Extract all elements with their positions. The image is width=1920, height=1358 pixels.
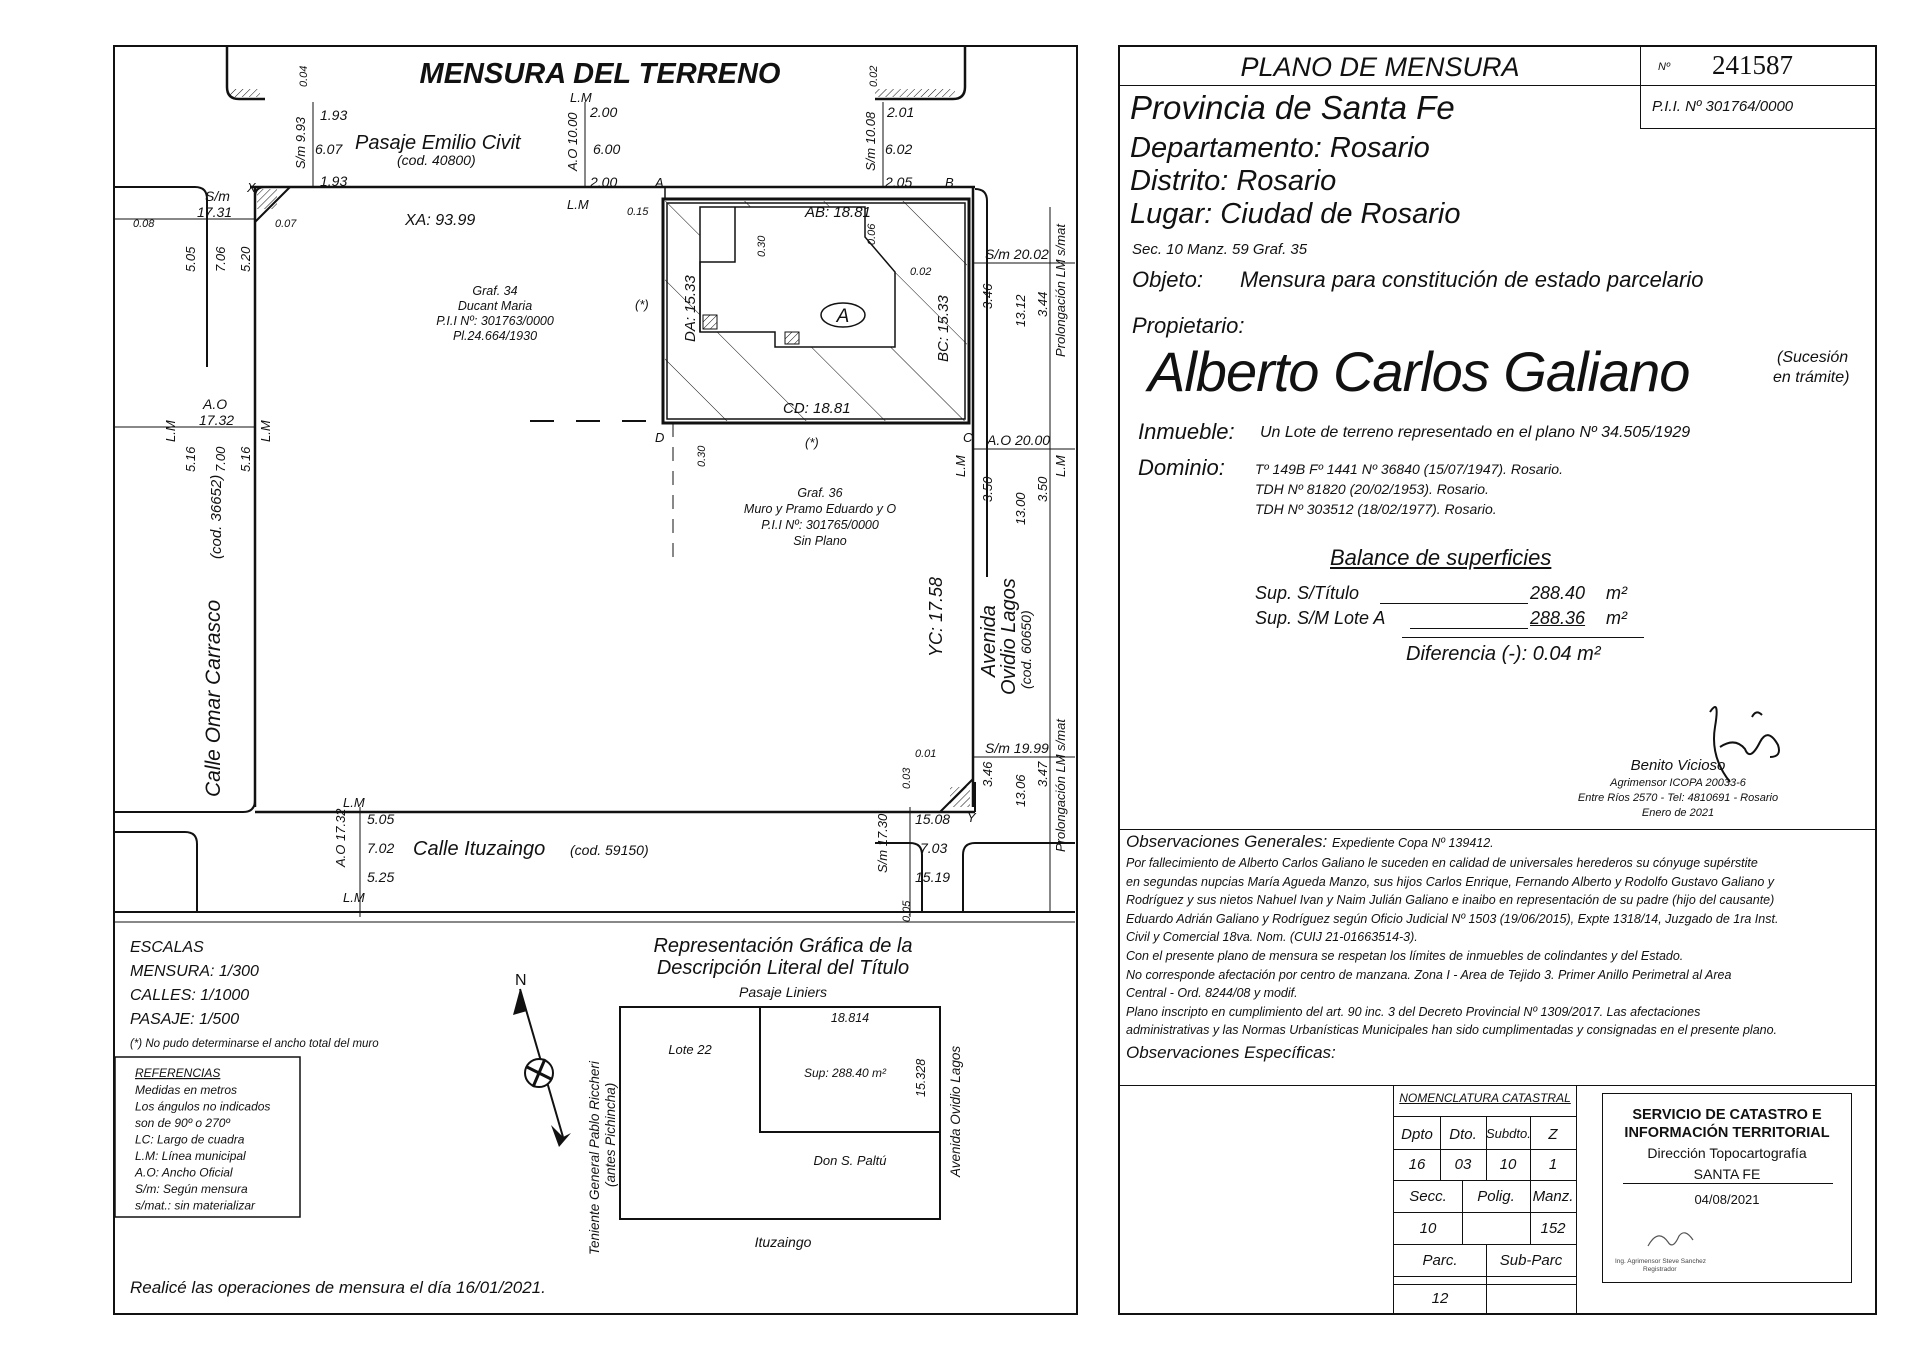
owner-note-1: (Sucesión <box>1777 349 1849 366</box>
graf36-label <box>744 486 896 548</box>
graf34-label <box>436 284 554 343</box>
street-top-code: (cod. 40800) <box>397 152 476 168</box>
north-arrow <box>513 972 571 1147</box>
asterisk-bottom: (*) <box>805 435 819 450</box>
diferencia: Diferencia (-): 0.04 m² <box>1406 643 1601 665</box>
bot-5-05: 5.05 <box>367 811 395 827</box>
right-13-06: 13.06 <box>1013 774 1028 807</box>
graf34-line1: Graf. 34 <box>472 284 518 298</box>
scales-mensura: MENSURA: 1/300 <box>130 963 259 980</box>
bot-lm-1: L.M <box>343 795 365 810</box>
surveyor-name: Benito Vicioso <box>1630 757 1726 774</box>
surveyor-address: Entre Ríos 2570 - Tel: 4810691 - Rosario <box>1577 792 1779 804</box>
pii-number: P.I.I. Nº 301764/0000 <box>1652 98 1794 115</box>
nom-h-dto: Dto. <box>1449 1126 1477 1143</box>
top-2-00b: 2.00 <box>590 174 618 190</box>
vertex-d: D <box>655 430 665 445</box>
graf36-line1: Graf. 36 <box>797 486 843 500</box>
block-corner-bottom-left <box>115 800 255 812</box>
catastro-place: SANTA FE <box>1693 1166 1761 1182</box>
top-6-07: 6.07 <box>315 141 343 157</box>
dominio-2: TDH Nº 81820 (20/02/1953). Rosario. <box>1255 481 1489 497</box>
seccion: Sec. 10 Manz. 59 Graf. 35 <box>1132 241 1308 258</box>
obs-expediente: Expediente Copa Nº 139412. <box>1332 836 1494 850</box>
rep-width: 18.814 <box>830 1011 870 1025</box>
street-left-code: (cod. 36652) <box>208 474 225 559</box>
owner-name: Alberto Carlos Galiano <box>1148 340 1690 403</box>
nom-v-z: 1 <box>1548 1156 1558 1173</box>
block-bottom-right-corner <box>963 843 1075 912</box>
title-row-divider <box>1120 85 1640 86</box>
block-outline <box>115 187 207 367</box>
reference-line: son de 90º o 270º <box>135 1116 230 1130</box>
corner-mark-2 <box>785 332 799 344</box>
catastro-date: 04/08/2021 <box>1694 1192 1760 1207</box>
measure-yc: YC: 17.58 <box>926 576 946 657</box>
graf34-line4: Pl.24.664/1930 <box>452 329 538 343</box>
asterisk-left: (*) <box>635 297 649 312</box>
right-lm-2: L.M <box>1053 455 1068 477</box>
obs-line: Rodríguez y sus nietos Nahuel Ivan y Naim Julián Galiano e inaibo en representación de su padre (hijo del causante) <box>1126 893 1775 908</box>
obs-line: Por fallecimiento de Alberto Carlos Galiano le suceden en calidad de universales herederos su cónyuge supérstite <box>1126 856 1758 870</box>
measure-xa: XA: 93.99 <box>405 212 476 229</box>
nom-h-subdto: Subdto. <box>1486 1126 1531 1141</box>
scales-pasaje: PASAJE: 1/500 <box>130 1011 240 1028</box>
top-lm-2: L.M <box>567 197 589 212</box>
obs-line: Civil y Comercial 18va. Nom. (CUIJ 21-01663514-3). <box>1126 930 1418 945</box>
top-2-05: 2.05 <box>885 174 913 190</box>
top-1-93a: 1.93 <box>320 107 348 123</box>
obs-line: Central - Ord. 8244/08 y modif. <box>1126 986 1298 1001</box>
vertex-x: X <box>247 180 256 195</box>
small-0-08: 0.08 <box>133 218 155 230</box>
top-lm-1: L.M <box>570 90 592 105</box>
small-0-05: 0.05 <box>901 900 913 922</box>
vertex-b: B <box>945 175 954 190</box>
street-top: Pasaje Emilio Civit <box>355 132 521 154</box>
bot-7-03: 7.03 <box>920 840 948 856</box>
nom-v-dpto: 16 <box>1408 1156 1426 1173</box>
sup-mensura-label: Sup. S/M Lote A <box>1255 608 1386 628</box>
reference-line: Medidas en metros <box>135 1083 238 1097</box>
hatch-chamfer-tl <box>257 189 277 209</box>
rep-top-street: Pasaje Liniers <box>739 984 827 1000</box>
registrar-signature <box>1643 1224 1703 1254</box>
survey-drawing <box>115 47 1075 1312</box>
inmueble-label: Inmueble: <box>1138 419 1235 444</box>
small-0-06: 0.06 <box>866 223 878 245</box>
rep-left-street1: Teniente General Pablo Riccheri <box>587 1061 602 1255</box>
nom-v-secc: 10 <box>1419 1220 1437 1237</box>
reference-line: L.M: Línea municipal <box>135 1149 246 1163</box>
hatch-top-left <box>230 89 260 97</box>
sup-mensura-value: 288.36 <box>1530 608 1586 628</box>
measure-da: DA: 15.33 <box>682 275 699 342</box>
reference-line: Los ángulos no indicados <box>135 1099 271 1114</box>
rep-lote22: Lote 22 <box>668 1042 712 1057</box>
small-0-01: 0.01 <box>915 748 937 760</box>
small-0-02: 0.02 <box>868 65 880 87</box>
catastro-sig-note1: Ing. Agrimensor Steve Sanchez <box>1615 1258 1707 1265</box>
street-bottom-code: (cod. 59150) <box>570 842 649 858</box>
rep-title2: Descripción Literal del Título <box>656 957 910 979</box>
rep-left-street2: (antes Pichincha) <box>603 1082 618 1187</box>
obs-line: Eduardo Adrián Galiano y Rodríguez según Oficio Judicial Nº 1503 (19/06/2015), Expte 1318/14, Juzgado de 1ra Inst. <box>1126 911 1779 926</box>
references-lines <box>134 1083 270 1213</box>
right-3-50b: 3.50 <box>1035 476 1050 502</box>
nom-h-polig: Polig. <box>1477 1188 1515 1205</box>
observaciones <box>1126 831 1874 1064</box>
obs-line: Con el presente plano de mensura se respetan los límites de inmuebles de colindantes y del Estado. <box>1126 948 1684 963</box>
operations-statement: Realicé las operaciones de mensura el día 16/01/2021. <box>130 1278 546 1297</box>
obs-especificas: Observaciones Específicas: <box>1126 1042 1336 1062</box>
dominio-label: Dominio: <box>1138 455 1225 480</box>
graf36-line4: Sin Plano <box>793 534 847 548</box>
rep-right-street: Avenida Ovidio Lagos <box>948 1045 963 1177</box>
survey-plan-sheet <box>113 45 1078 1315</box>
left-lm-1: L.M <box>163 420 178 442</box>
bot-15-19: 15.19 <box>915 869 951 885</box>
hatch-chamfer-br <box>950 787 970 807</box>
small-0-15: 0.15 <box>627 206 649 218</box>
number-label: Nº <box>1658 61 1670 73</box>
balance-title: Balance de superficies <box>1330 545 1552 570</box>
surveyor-title: Agrimensor ICOPA 20033-6 <box>1610 777 1746 789</box>
catastro-line1: SERVICIO DE CATASTRO E <box>1632 1107 1822 1123</box>
dominio-1: Tº 149B Fº 1441 Nº 36840 (15/07/1947). Rosario. <box>1255 461 1563 477</box>
left-5-16a: 5.16 <box>183 446 198 472</box>
nom-h-dpto: Dpto <box>1401 1126 1433 1143</box>
left-5-20: 5.20 <box>238 246 253 272</box>
lugar: Lugar: Ciudad de Rosario <box>1130 198 1461 230</box>
owner-note-2: en trámite) <box>1773 369 1850 386</box>
small-0-02b: 0.02 <box>910 266 932 278</box>
graf34-line3: P.I.I Nº: 301763/0000 <box>436 314 554 328</box>
obs-line: Plano inscripto en cumplimiento del art. 90 inc. 3 del Decreto Provincial Nº 1309/2017. Las afectaciones <box>1126 1004 1701 1019</box>
prolongacion-top: Prolongación LM s/mat <box>1053 224 1068 357</box>
right-13-12: 13.12 <box>1013 294 1028 327</box>
nom-h-z: Z <box>1548 1126 1558 1143</box>
measure-cd: CD: 18.81 <box>783 400 851 417</box>
prolongacion-bottom: Prolongación LM s/mat <box>1053 719 1068 852</box>
left-7-06: 7.06 <box>213 246 228 272</box>
departamento: Departamento: Rosario <box>1130 132 1430 164</box>
right-ao-20-00: A.O 20.00 <box>987 432 1051 448</box>
bot-5-25: 5.25 <box>367 869 395 885</box>
small-0-30a: 0.30 <box>756 235 768 257</box>
north-label: N <box>515 972 527 989</box>
graf34-line2: Ducant Maria <box>457 299 533 313</box>
sup-titulo-leader <box>1380 603 1528 604</box>
right-sm-20-02: S/m 20.02 <box>985 246 1049 262</box>
top-sm-10-08: S/m 10.08 <box>863 111 878 171</box>
bot-15-08: 15.08 <box>915 811 951 827</box>
right-13-00: 13.00 <box>1013 492 1028 525</box>
nom-h-secc: Secc. <box>1409 1188 1447 1205</box>
reference-line: s/mat.: sin materializar <box>135 1198 256 1213</box>
title-block-sheet <box>1118 45 1877 1315</box>
catastro-sig-note2: Registrador <box>1643 1266 1677 1273</box>
left-7-00: 7.00 <box>213 446 228 472</box>
north-head <box>513 989 527 1015</box>
dominio-3: TDH Nº 303512 (18/02/1977). Rosario. <box>1255 501 1497 517</box>
scales-title: ESCALAS <box>130 939 204 956</box>
right-3-46b: 3.46 <box>980 761 995 787</box>
right-3-46a: 3.46 <box>980 283 995 309</box>
vertex-c: C <box>963 430 973 445</box>
nomenclatura-title: NOMENCLATURA CATASTRAL <box>1399 1091 1571 1105</box>
scales <box>130 939 259 1028</box>
street-right: Avenida <box>978 605 1000 677</box>
graf36-line3: P.I.I Nº: 301765/0000 <box>761 518 879 532</box>
plano-title: PLANO DE MENSURA <box>1240 52 1520 82</box>
right-3-47: 3.47 <box>1035 761 1050 787</box>
top-2-00a: 2.00 <box>590 104 618 120</box>
catastro-line3: Dirección Topocartografía <box>1647 1145 1807 1161</box>
obs-line: en segundas nupcias María Agueda Manzo, sus hijos Carlos Enrique, Fernando Alberto y Rodolfo Gustavo Galiano y <box>1126 874 1775 889</box>
small-0-30b: 0.30 <box>696 445 708 467</box>
top-sm-9-93: S/m 9.93 <box>293 116 308 169</box>
block-bottom-left-corner <box>115 832 197 912</box>
sup-mensura-leader <box>1410 628 1528 629</box>
sup-titulo-unit: m² <box>1606 583 1627 603</box>
left-sm: S/m <box>205 188 230 204</box>
rep-block <box>620 1007 940 1219</box>
nom-h-parc: Parc. <box>1422 1252 1458 1269</box>
left-lm-2: L.M <box>258 420 273 442</box>
catastro-place-line <box>1623 1183 1833 1184</box>
corner-mark-1 <box>703 315 717 329</box>
sup-titulo-label: Sup. S/Título <box>1255 583 1360 603</box>
number-divider <box>1640 85 1877 86</box>
surveyor-date: Enero de 2021 <box>1641 807 1715 819</box>
small-0-07: 0.07 <box>275 218 297 230</box>
measure-ab: AB: 18.81 <box>805 204 871 221</box>
small-0-04: 0.04 <box>298 65 310 87</box>
top-2-01: 2.01 <box>887 104 915 120</box>
obs-top-divider <box>1120 829 1877 830</box>
obs-lines <box>1126 854 1874 1040</box>
sup-mensura-unit: m² <box>1606 608 1627 628</box>
reference-line: A.O: Ancho Oficial <box>135 1165 233 1180</box>
left-5-16b: 5.16 <box>238 446 253 472</box>
right-lm-1: L.M <box>953 455 968 477</box>
right-3-50a: 3.50 <box>980 476 995 502</box>
wall-note: (*) No pudo determinarse el ancho total del muro <box>130 1038 379 1050</box>
nom-v-dto: 03 <box>1454 1156 1472 1173</box>
bot-7-02: 7.02 <box>367 840 395 856</box>
top-6-00: 6.00 <box>593 141 621 157</box>
rep-title1: Representación Gráfica de la <box>653 935 913 957</box>
provincia: Provincia de Santa Fe <box>1130 89 1455 126</box>
left-17-32: 17.32 <box>199 412 235 428</box>
reference-line: S/m: Según mensura <box>135 1182 248 1196</box>
objeto-text: Mensura para constitución de estado parcelario <box>1240 267 1704 292</box>
nom-v-manz: 152 <box>1540 1220 1566 1237</box>
small-0-03: 0.03 <box>901 767 913 789</box>
balance-total-line <box>1402 637 1644 638</box>
right-3-44: 3.44 <box>1035 291 1050 317</box>
catastro-box <box>1602 1093 1852 1283</box>
rep-depth: 15.328 <box>914 1058 928 1097</box>
vertex-y: Y <box>967 810 976 825</box>
street-right-line2: Ovidio Lagos <box>998 578 1020 695</box>
catastro-line2: INFORMACIÓN TERRITORIAL <box>1624 1125 1830 1141</box>
left-ao: A.O <box>203 396 228 412</box>
distrito: Distrito: Rosario <box>1130 165 1337 197</box>
references-title: REFERENCIAS <box>135 1066 221 1080</box>
obs-title: Observaciones Generales: <box>1126 832 1328 851</box>
objeto-label: Objeto: <box>1132 267 1203 292</box>
top-6-02: 6.02 <box>885 141 913 157</box>
measure-bc: BC: 15.33 <box>935 295 952 362</box>
plan-number: 241587 <box>1712 50 1793 80</box>
top-ao-10-00: A.O 10.00 <box>565 112 580 171</box>
bot-sm-17-30: S/m 17.30 <box>875 813 890 873</box>
nomenclatura-box <box>1393 1085 1577 1315</box>
right-sm-19-99: S/m 19.99 <box>985 740 1049 756</box>
nom-h-manz: Manz. <box>1532 1188 1574 1205</box>
street-right-code: (cod. 60650) <box>1018 610 1034 689</box>
rep-bottom-street: Ituzaingo <box>754 1234 812 1250</box>
propietario-label: Propietario: <box>1132 313 1245 338</box>
plan-title: MENSURA DEL TERRENO <box>419 58 781 90</box>
left-17-31: 17.31 <box>197 204 233 220</box>
top-1-93b: 1.93 <box>320 173 348 189</box>
graf36-line2: Muro y Pramo Eduardo y O <box>743 502 897 516</box>
inmueble-text: Un Lote de terreno representado en el plano Nº 34.505/1929 <box>1260 424 1691 441</box>
left-5-05: 5.05 <box>183 246 198 272</box>
sup-titulo-value: 288.40 <box>1530 583 1586 603</box>
rep-neighbor: Don S. Paltú <box>813 1153 887 1168</box>
scales-calles: CALLES: 1/1000 <box>130 987 250 1004</box>
bot-ao-17-32: A.O 17.32 <box>333 808 348 867</box>
rep-sup: Sup: 288.40 m² <box>803 1066 887 1080</box>
bot-lm-2: L.M <box>343 890 365 905</box>
street-bottom: Calle Ituzaingo <box>413 838 546 860</box>
nom-v-subdto: 10 <box>1499 1156 1517 1173</box>
hatch-top-right <box>875 89 955 97</box>
vertex-a: A <box>655 175 664 190</box>
lot-a-label: A <box>836 306 850 327</box>
obs-line: administrativas y las Normas Urbanísticas Municipales han sido cumplimentadas y consignadas en el presente plano. <box>1126 1023 1778 1038</box>
reference-line: LC: Largo de cuadra <box>135 1132 245 1147</box>
nom-v-parc: 12 <box>1431 1290 1449 1307</box>
nom-h-subparc: Sub-Parc <box>1499 1252 1563 1269</box>
obs-line: No corresponde afectación por centro de manzana. Zona I - Area de Tejido 3. Primer Anillo Perimetral al Area <box>1126 967 1732 982</box>
street-left: Calle Omar Carrasco <box>202 599 225 797</box>
